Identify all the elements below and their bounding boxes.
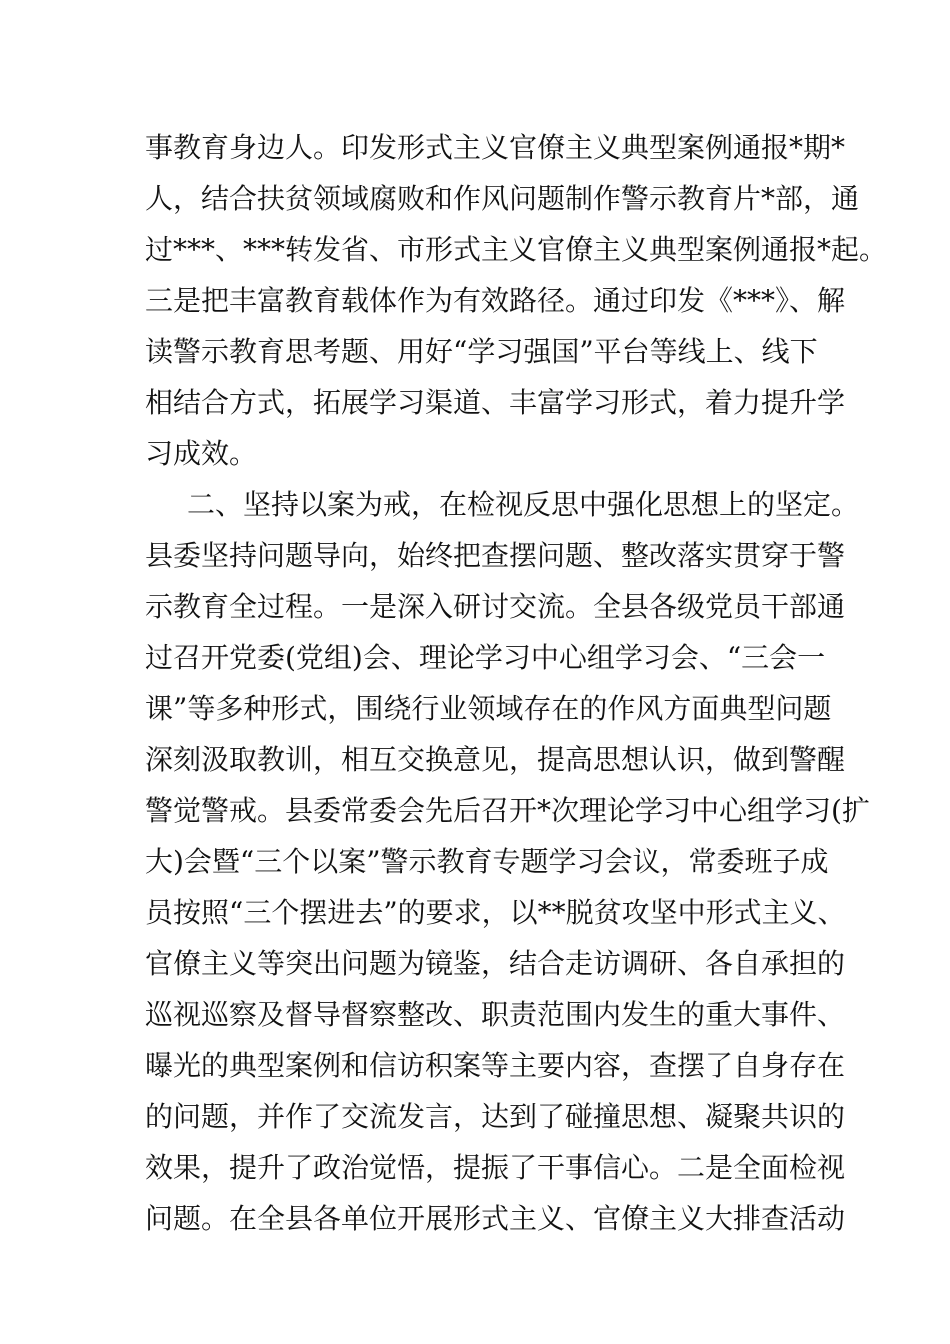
text-line: 深刻汲取教训，相互交换意见，提高思想认识，做到警醒 [145,743,846,776]
text-line: 过***、***转发省、市形式主义官僚主义典型案例通报*起。 [145,233,888,266]
text-line: 读警示教育思考题、用好“学习强国”平台等线上、线下 [145,335,818,368]
text-line: 人，结合扶贫领域腐败和作风问题制作警示教育片*部，通 [145,182,860,215]
text-line: 官僚主义等突出问题为镜鉴，结合走访调研、各自承担的 [145,947,846,980]
text-line: 的问题，并作了交流发言，达到了碰撞思想、凝聚共识的 [145,1100,846,1133]
text-line: 习成效。 [145,437,258,470]
text-line: 事教育身边人。印发形式主义官僚主义典型案例通报*期* [145,131,846,164]
text-line: 员按照“三个摆进去”的要求，以**脱贫攻坚中形式主义、 [145,896,846,929]
text-line: 警觉警戒。县委常委会先后召开*次理论学习中心组学习(扩 [145,794,870,827]
text-line: 大)会暨“三个以案”警示教育专题学习会议，常委班子成 [145,845,829,878]
text-line: 课”等多种形式，围绕行业领域存在的作风方面典型问题 [145,692,832,725]
text-line: 巡视巡察及督导督察整改、职责范围内发生的重大事件、 [145,998,846,1031]
text-line: 县委坚持问题导向，始终把查摆问题、整改落实贯穿于警 [145,539,846,572]
text-line: 过召开党委(党组)会、理论学习中心组学习会、“三会一 [145,641,826,674]
text-line: 效果，提升了政治觉悟，提振了干事信心。二是全面检视 [145,1151,846,1184]
section-heading: 二、坚持以案为戒，在检视反思中强化思想上的坚定。 [187,488,860,521]
text-line: 曝光的典型案例和信访积案等主要内容，查摆了自身存在 [145,1049,846,1082]
text-line: 示教育全过程。一是深入研讨交流。全县各级党员干部通 [145,590,846,623]
text-line: 三是把丰富教育载体作为有效路径。通过印发《***》、解 [145,284,846,317]
text-line: 问题。在全县各单位开展形式主义、官僚主义大排查活动 [145,1202,846,1235]
text-line: 相结合方式，拓展学习渠道、丰富学习形式，着力提升学 [145,386,846,419]
